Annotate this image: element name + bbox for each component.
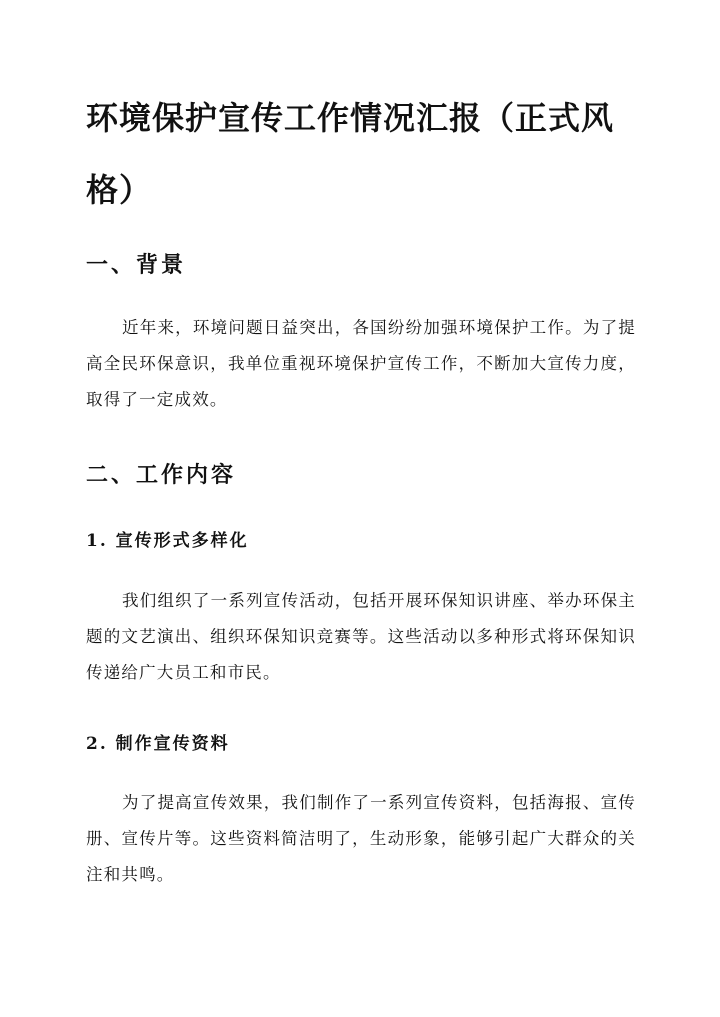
document-title: 环境保护宣传工作情况汇报（正式风格）: [86, 99, 615, 209]
subsection-heading-diverse-forms: 1. 宣传形式多样化: [86, 531, 249, 551]
subsection-heading-materials: 2. 制作宣传资料: [86, 734, 230, 754]
section-heading-background: 一、背景: [86, 252, 187, 278]
section-heading-work-content: 二、工作内容: [86, 462, 237, 488]
subsection-paragraph-diverse-forms: 我们组织了一系列宣传活动，包括开展环保知识讲座、举办环保主题的文艺演出、组织环保知识竞赛等。这些活动以多种形式将环保知识传递给广大员工和市民。: [86, 591, 636, 682]
section-paragraph-background: 近年来，环境问题日益突出，各国纷纷加强环境保护工作。为了提高全民环保意识，我单位重视环境保护宣传工作，不断加大宣传力度，取得了一定成效。: [86, 318, 636, 409]
subsection-paragraph-materials: 为了提高宣传效果，我们制作了一系列宣传资料，包括海报、宣传册、宣传片等。这些资料简洁明了，生动形象，能够引起广大群众的关注和共鸣。: [86, 793, 636, 884]
